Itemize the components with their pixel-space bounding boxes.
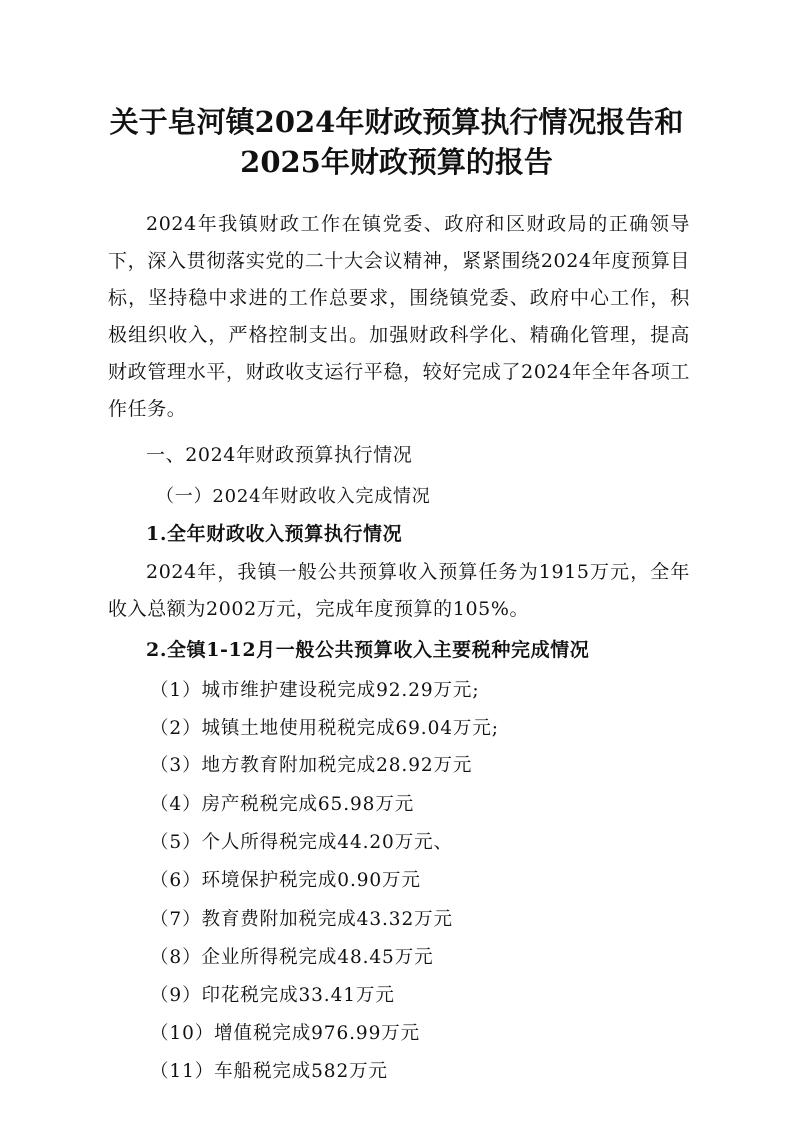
subsection-heading-1: （一）2024年财政收入完成情况 — [156, 486, 431, 507]
document-title-line-1: 关于皂河镇2024年财政预算执行情况报告和 — [109, 105, 684, 139]
tax-item-9: （9）印花税完成33.41万元 — [150, 985, 395, 1006]
item-heading-1: 1.全年财政收入预算执行情况 — [146, 523, 403, 545]
section-heading-1: 一、2024年财政预算执行情况 — [146, 444, 413, 466]
tax-item-7: （7）教育费附加税完成43.32万元 — [150, 909, 453, 930]
tax-item-2: （2）城镇土地使用税税完成69.04万元; — [150, 718, 499, 739]
intro-paragraph: 2024年我镇财政工作在镇党委、政府和区财政局的正确领导下，深入贯彻落实党的二十大会议精神，紧紧围绕2024年度预算目标，坚持稳中求进的工作总要求，围绕镇党委、政府中心工作，积极组织收入，严格控制支出。加强财政科学化、精确化管理，提高财政管理水平，财政收支运行平稳，较好完成了2024年全年各项工作任务。 — [108, 213, 690, 420]
document-title-line-2: 2025年财政预算的报告 — [240, 145, 553, 179]
income-paragraph: 2024年，我镇一般公共预算收入预算任务为1915万元，全年收入总额为2002万元，完成年度预算的105%。 — [108, 561, 690, 620]
tax-item-8: （8）企业所得税完成48.45万元 — [150, 947, 434, 968]
tax-item-6: （6）环境保护税完成0.90万元 — [150, 870, 421, 891]
tax-item-10: （10）增值税完成976.99万元 — [150, 1023, 421, 1044]
tax-item-4: （4）房产税税完成65.98万元 — [150, 794, 415, 815]
tax-item-1: （1）城市维护建设税完成92.29万元; — [150, 680, 480, 701]
tax-item-11: （11）车船税完成582万元 — [150, 1061, 388, 1082]
item-heading-2: 2.全镇1-12月一般公共预算收入主要税种完成情况 — [146, 639, 590, 661]
tax-item-5: （5）个人所得税完成44.20万元、 — [150, 832, 453, 853]
tax-item-3: （3）地方教育附加税完成28.92万元 — [150, 755, 473, 776]
